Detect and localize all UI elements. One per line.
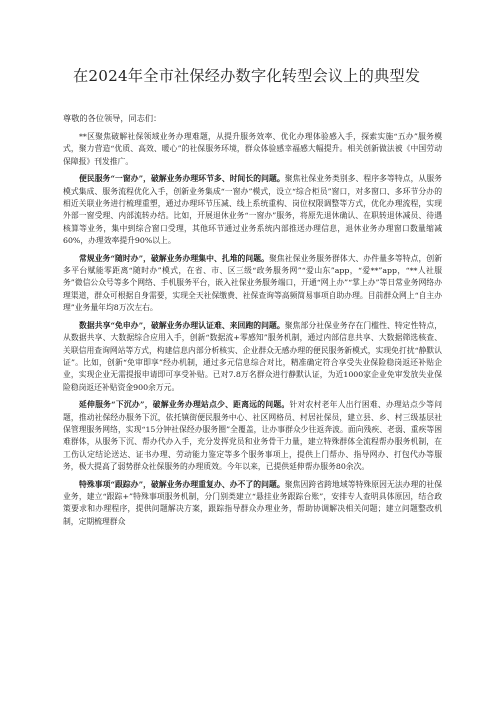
paragraph-body: 针对农村老年人出行困难、办理站点少等问题，推动社保经办服务下沉，依托镇街便民服务中心、社区网格员、村居社保员，建立县、乡、村三级基层社保管理服务网络，实现“15分钟社保经办服务圈”全覆盖，让办事群众少往返奔波。面向残疾、老弱、重疾等困难群体，从服务下沉、帮办代办入手，充分发挥党员和业务骨干力量，建立特殊群体全流程帮办服务机制，在工伤认定结论送达、证书办理、劳动能力鉴定等多个服务事项上，提供上门帮办、指导网办、打包代办等服务，极大提高了弱势群众社保服务的办理质效。今年以来，已提供延伸帮办服务80余次。 xyxy=(63,400,443,472)
paragraph-body: 聚焦社保业务服务群体大、办件量多等特点，创新多平台赋能零距离“随时办”模式，在省、市、区三级“政务服务网”“爱山东”app，“爱**”app，“**人社服务”微信公众号等多个网络、手机服务平台，嵌入社保业务服务端口，开通“网上办”“掌上办”等日常业务网络办理渠道，群众可根据自身需要，实现全天社保缴费、社保查询等高频简易事项自助办理。目前群众网上“自主办理”业务量年均8万次左右。 xyxy=(63,253,443,313)
paragraph-one-window xyxy=(63,173,442,247)
paragraph-lead: 延伸服务“下沉办”，破解业务办理站点少、距离远的问题。 xyxy=(79,400,290,410)
paragraph-extended-service xyxy=(63,399,442,473)
paragraph-lead: 数据共享“免申办”，破解业务办理认证难、来回跑的问题。 xyxy=(79,320,285,330)
paragraph-tracking xyxy=(63,479,442,529)
paragraph-body: 聚焦部分社保业务存在门槛性、特定性特点，从数据共享、大数据综合应用入手，创新“数据流+零感知”服务机制，通过内部信息共享、大数据筛选核查、关联信用查询网站等方式，构建信息内部分析核实、企业群众无感办理的便民服务新模式，实现免打扰“静默认证”。比如，创新“免审即享”经办机制，通过多元信息综合对比，精准确定符合享受失业保险稳岗返还补贴企业，实现企业无需提报申请即可享受补贴。已对7.8万名群众进行静默认证，为近1000家企业免审发放失业保险稳岗返还补贴资金900余万元。 xyxy=(63,320,443,392)
paragraph-body: 聚焦因跨省跨地域等特殊原因无法办理的社保业务，建立“跟踪+”特殊事项服务机制，分门别类建立“悬挂业务跟踪台账”，安排专人查明具体原因，结合政策要求和办理程序，提供问题解决方案，跟踪指导群众办理业务，帮助协调解决相关问题；建立问题整改机制，定期梳理群众 xyxy=(63,479,443,526)
paragraph-body: 聚焦社保业务类别多、程序多等特点，从服务模式集成、服务流程优化入手，创新业务集成“一窗办”模式，设立“综合柜员”窗口，对多窗口、多环节分办的相近关联业务进行梳理重塑，通过办理环节压减、线上系统重构、岗位权限调整等方式，优化办理流程，实现外部一窗受理、内部流转办结。比如，开展退休业务“一窗办”服务，将原先退休确认、在职转退休减员、待遇核算等业务，集中到综合窗口受理，其他环节通过业务系统内部推送办理信息，退休业务办理窗口数量缩减60%，办理效率提升90%以上。 xyxy=(63,174,443,246)
document-title: 在2024年全市社保经办数字化转型会议上的典型发 xyxy=(73,67,421,85)
paragraph-body: **区聚焦破解社保领域业务办理难题，从提升服务效率、优化办理体验感入手，探索实施“五办”服务模式，聚力营造“优质、高效、暖心”的社保服务环境，群众体验感幸福感大幅提升。相关创新做法被《中国劳动保障报》刊发推广。 xyxy=(63,132,442,166)
paragraph-lead: 特殊事项“跟踪办”，破解业务办理重复办、办不了的问题。 xyxy=(79,479,285,489)
paragraph-lead: 便民服务“一窗办”，破解业务办理环节多、时间长的问题。 xyxy=(79,174,285,184)
paragraph-anytime xyxy=(63,253,442,315)
paragraph-data-sharing xyxy=(63,320,442,394)
paragraph-lead: 常规业务“随时办”，破解业务办理集中、扎堆的问题。 xyxy=(79,253,270,263)
paragraph-intro xyxy=(63,131,442,168)
greeting: 尊敬的各位领导，同志们： xyxy=(63,113,162,123)
